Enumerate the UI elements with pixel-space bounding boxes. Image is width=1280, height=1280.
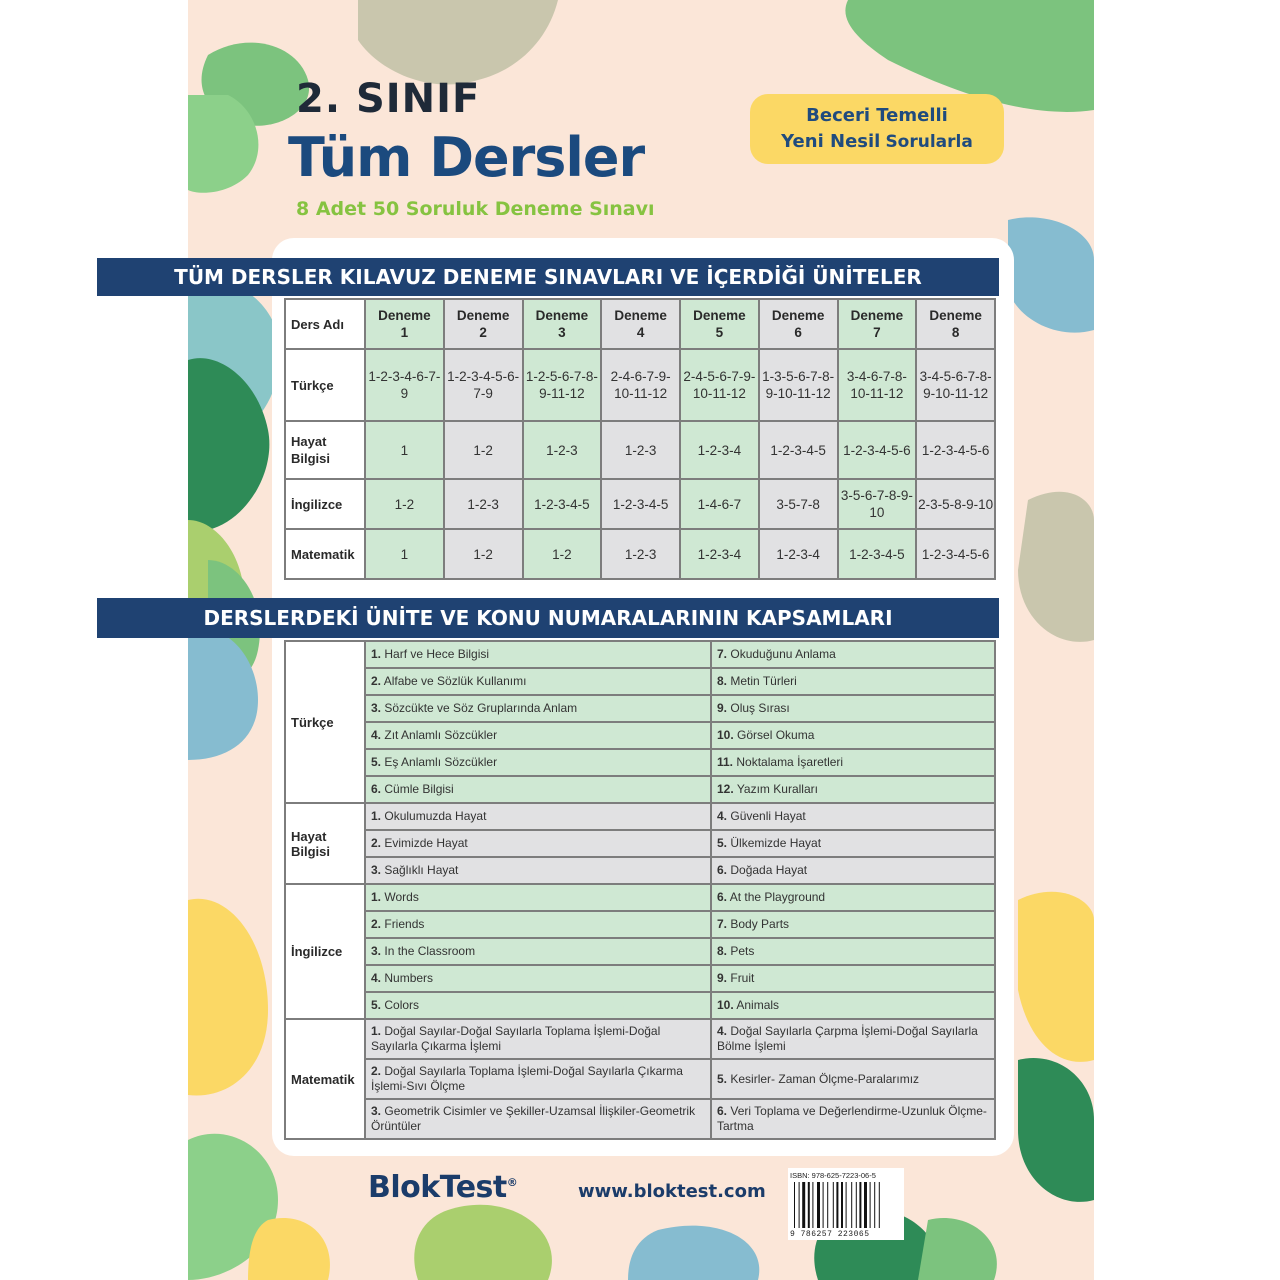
scope-topic-number: 7. xyxy=(717,917,728,931)
scope-topic-text: Sağlıklı Hayat xyxy=(384,863,459,877)
scope-row xyxy=(285,965,995,992)
scope-topic-text: Pets xyxy=(730,944,755,958)
scope-topic-text: Okulumuzda Hayat xyxy=(384,809,487,823)
scope-topic-text: Eş Anlamlı Sözcükler xyxy=(384,755,498,769)
scope-row xyxy=(285,749,995,776)
scope-topic xyxy=(711,722,995,749)
exam-column-label: Deneme xyxy=(456,308,510,323)
exam-column-number: 7 xyxy=(873,325,881,340)
scope-topic-text: Zıt Anlamlı Sözcükler xyxy=(384,728,498,742)
scope-topic-text: Güvenli Hayat xyxy=(730,809,806,823)
exam-cell: 1-2 xyxy=(365,479,444,529)
exam-row xyxy=(285,421,995,479)
scope-topic-text: Metin Türleri xyxy=(730,674,797,688)
scope-topic-text: Body Parts xyxy=(730,917,790,931)
scope-topic-number: 10. xyxy=(717,998,734,1012)
scope-row xyxy=(285,884,995,911)
scope-topic xyxy=(365,965,711,992)
scope-topic-number: 1. xyxy=(371,890,382,904)
exam-cell: 1 xyxy=(365,421,444,479)
scope-subject: Türkçe xyxy=(285,641,365,803)
book-title: Tüm Dersler xyxy=(288,126,645,189)
scope-topic xyxy=(365,749,711,776)
scope-topic xyxy=(711,1019,995,1059)
scope-topic xyxy=(711,911,995,938)
exam-row-subject: Türkçe xyxy=(285,349,365,421)
exam-column-header xyxy=(680,299,759,349)
scope-topic-number: 8. xyxy=(717,674,728,688)
exam-row-subject: İngilizce xyxy=(285,479,365,529)
exam-column-number: 5 xyxy=(715,325,724,340)
scope-topic-text: At the Playground xyxy=(729,890,826,904)
scope-topic-number: 4. xyxy=(717,1024,728,1038)
scope-topic-text: Kesirler- Zaman Ölçme-Paralarımız xyxy=(730,1071,920,1086)
scope-topic-text: Alfabe ve Sözlük Kullanımı xyxy=(383,674,527,688)
scope-topic-number: 2. xyxy=(371,836,382,850)
exam-cell: 2-4-5-6-7-9-10-11-12 xyxy=(680,349,759,421)
exam-row xyxy=(285,479,995,529)
scope-topic xyxy=(711,992,995,1019)
scope-row xyxy=(285,668,995,695)
exam-cell: 1-2 xyxy=(523,529,602,579)
exam-cell: 2-4-6-7-9-10-11-12 xyxy=(601,349,680,421)
exam-column-header xyxy=(601,299,680,349)
scope-table xyxy=(284,640,996,1140)
scope-table-title: DERSLERDEKİ ÜNİTE VE KONU NUMARALARININ KAPSAMLARI xyxy=(97,598,999,638)
scope-topic xyxy=(711,803,995,830)
scope-topic-text: Numbers xyxy=(384,971,434,985)
scope-topic-text: Noktalama İşaretleri xyxy=(736,755,844,769)
scope-topic xyxy=(711,857,995,884)
scope-topic xyxy=(711,776,995,803)
scope-topic-number: 4. xyxy=(371,971,382,985)
scope-topic-text: Harf ve Hece Bilgisi xyxy=(384,647,490,661)
scope-topic xyxy=(365,722,711,749)
scope-topic xyxy=(711,830,995,857)
scope-topic-number: 3. xyxy=(371,863,382,877)
scope-topic xyxy=(365,668,711,695)
exam-table xyxy=(284,298,996,580)
scope-topic-number: 12. xyxy=(717,782,734,796)
scope-topic-number: 6. xyxy=(717,1104,728,1118)
scope-topic-number: 6. xyxy=(717,863,728,877)
scope-topic xyxy=(711,695,995,722)
isbn-text: ISBN: 978-625-7223-06-5 xyxy=(790,1171,876,1180)
scope-row xyxy=(285,857,995,884)
scope-topic xyxy=(365,938,711,965)
exam-cell: 1-2-5-6-7-8-9-11-12 xyxy=(523,349,602,421)
scope-subject: İngilizce xyxy=(285,884,365,1019)
exam-cell: 1 xyxy=(365,529,444,579)
scope-row xyxy=(285,830,995,857)
scope-topic-text: Doğada Hayat xyxy=(730,863,808,877)
exam-cell: 1-2-3-4-5 xyxy=(838,529,917,579)
scope-topic-number: 7. xyxy=(717,647,728,661)
scope-topic-text: Colors xyxy=(384,998,420,1012)
scope-row xyxy=(285,803,995,830)
exam-cell: 2-3-5-8-9-10 xyxy=(916,479,995,529)
brand-registered-mark: ® xyxy=(506,1176,518,1189)
scope-topic xyxy=(711,1059,995,1099)
exam-cell: 1-2-3 xyxy=(601,421,680,479)
exam-cell: 1-2 xyxy=(444,421,523,479)
scope-topic-text: Oluş Sırası xyxy=(730,701,790,715)
scope-topic-number: 5. xyxy=(371,755,382,769)
scope-row xyxy=(285,1019,995,1059)
scope-subject: Matematik xyxy=(285,1019,365,1139)
exam-table-header-row xyxy=(285,299,995,349)
scope-topic-number: 2. xyxy=(371,1064,382,1078)
scope-topic-number: 6. xyxy=(371,782,382,796)
scope-topic-number: 1. xyxy=(371,1024,382,1038)
scope-topic-text: Yazım Kuralları xyxy=(736,782,818,796)
exam-column-number: 8 xyxy=(951,325,960,340)
barcode-icon xyxy=(792,1182,900,1230)
scope-topic-number: 8. xyxy=(717,944,728,958)
scope-topic-number: 4. xyxy=(371,728,382,742)
scope-topic-text: Veri Toplama ve Değerlendirme-Uzunluk Ölçme- Tartma xyxy=(717,1104,987,1133)
exam-cell: 1-2-3-4-5 xyxy=(601,479,680,529)
exam-cell: 1-2-3-4-5-6 xyxy=(916,421,995,479)
exam-row-subject: Matematik xyxy=(285,529,365,579)
scope-topic xyxy=(365,992,711,1019)
badge-line-2a: Yeni Nesil xyxy=(781,131,881,152)
book-subtitle: 8 Adet 50 Soruluk Deneme Sınavı xyxy=(296,198,655,220)
scope-topic-text: Görsel Okuma xyxy=(737,728,815,742)
exam-column-label: Deneme xyxy=(850,308,904,323)
scope-topic-number: 3. xyxy=(371,944,382,958)
scope-topic-text: Okuduğunu Anlama xyxy=(730,647,836,661)
exam-cell: 1-2-3-4-5 xyxy=(523,479,602,529)
scope-row xyxy=(285,722,995,749)
scope-topic-text: Cümle Bilgisi xyxy=(384,782,454,796)
scope-topic xyxy=(365,857,711,884)
website-link[interactable]: www.bloktest.com xyxy=(578,1181,766,1202)
badge-line-2 xyxy=(781,129,973,155)
scope-subject: Hayat Bilgisi xyxy=(285,803,365,884)
badge-line-1: Beceri Temelli xyxy=(806,105,948,126)
scope-row xyxy=(285,938,995,965)
exam-row xyxy=(285,349,995,421)
exam-column-label: Deneme xyxy=(693,308,746,323)
scope-topic-number: 3. xyxy=(371,701,382,715)
scope-row xyxy=(285,641,995,668)
scope-row xyxy=(285,695,995,722)
exam-cell: 1-2-3-4-5-6 xyxy=(838,421,917,479)
exam-column-label: Deneme xyxy=(929,308,982,323)
corner-label: Ders Adı xyxy=(285,299,365,349)
scope-row xyxy=(285,1059,995,1099)
exam-cell: 1-2-3 xyxy=(444,479,523,529)
isbn-barcode xyxy=(788,1168,904,1240)
exam-cell: 1-2-3-4 xyxy=(680,529,759,579)
scope-topic-text: Sözcükte ve Söz Gruplarında Anlam xyxy=(384,701,578,715)
exam-cell: 1-3-5-6-7-8-9-10-11-12 xyxy=(759,349,838,421)
scope-topic-text: Fruit xyxy=(730,971,755,985)
exam-column-number: 6 xyxy=(794,325,802,340)
scope-topic-number: 9. xyxy=(717,701,728,715)
scope-topic-number: 5. xyxy=(717,1071,728,1086)
scope-topic-number: 5. xyxy=(371,998,382,1012)
exam-column-header xyxy=(759,299,838,349)
scope-topic-number: 2. xyxy=(371,917,382,931)
scope-topic-text: Doğal Sayılarla Çarpma İşlemi-Doğal Sayılarla Bölme İşlemi xyxy=(717,1024,978,1053)
scope-topic xyxy=(711,749,995,776)
scope-topic xyxy=(365,884,711,911)
scope-topic xyxy=(711,965,995,992)
scope-topic xyxy=(365,803,711,830)
exam-row-subject: Hayat Bilgisi xyxy=(285,421,365,479)
scope-topic xyxy=(711,938,995,965)
scope-topic-text: Friends xyxy=(384,917,425,931)
scope-topic-text: Animals xyxy=(736,998,780,1012)
grade-label: 2. SINIF xyxy=(296,76,481,122)
scope-topic xyxy=(365,776,711,803)
exam-cell: 1-4-6-7 xyxy=(680,479,759,529)
barcode-number: 9 786257 223065 xyxy=(790,1230,870,1239)
scope-topic-number: 3. xyxy=(371,1104,382,1118)
exam-cell: 1-2-3-4-6-7-9 xyxy=(365,349,444,421)
exam-column-label: Deneme xyxy=(771,308,825,323)
exam-column-header xyxy=(916,299,995,349)
exam-column-header xyxy=(444,299,523,349)
scope-topic-text: Words xyxy=(384,890,419,904)
scope-topic-text: Doğal Sayılarla Toplama İşlemi-Doğal Sayılarla Çıkarma İşlemi-Sıvı Ölçme xyxy=(371,1064,683,1093)
scope-topic xyxy=(711,668,995,695)
scope-row xyxy=(285,911,995,938)
exam-column-number: 2 xyxy=(479,325,487,340)
scope-topic xyxy=(365,695,711,722)
exam-cell: 3-4-5-6-7-8-9-10-11-12 xyxy=(916,349,995,421)
exam-cell: 1-2-3-4-5-6 xyxy=(916,529,995,579)
exam-column-label: Deneme xyxy=(535,308,589,323)
exam-cell: 1-2-3-4 xyxy=(759,529,838,579)
scope-topic xyxy=(711,641,995,668)
exam-column-header xyxy=(365,299,444,349)
scope-topic-number: 9. xyxy=(717,971,728,985)
scope-topic-text: Evimizde Hayat xyxy=(384,836,468,850)
exam-cell: 1-2-3-4-5-6-7-9 xyxy=(444,349,523,421)
brand-name: BlokTest xyxy=(368,1170,507,1205)
scope-topic-number: 10. xyxy=(717,728,734,742)
scope-topic-number: 2. xyxy=(371,674,382,688)
exam-cell: 1-2-3-4-5 xyxy=(759,421,838,479)
scope-topic xyxy=(365,830,711,857)
exam-cell: 1-2-3 xyxy=(601,529,680,579)
scope-topic xyxy=(711,884,995,911)
exam-column-header xyxy=(838,299,917,349)
scope-topic-number: 5. xyxy=(717,836,728,850)
exam-column-label: Deneme xyxy=(614,308,667,323)
exam-cell: 1-2-3 xyxy=(523,421,602,479)
exam-table-title: TÜM DERSLER KILAVUZ DENEME SINAVLARI VE İÇERDİĞİ ÜNİTELER xyxy=(97,258,999,296)
badge-line-2b: Sorularla xyxy=(885,132,973,152)
scope-topic-text: In the Classroom xyxy=(384,944,476,958)
scope-topic-number: 1. xyxy=(371,647,382,661)
scope-topic xyxy=(365,1099,711,1139)
exam-cell: 3-5-7-8 xyxy=(759,479,838,529)
scope-topic xyxy=(365,1059,711,1099)
exam-cell: 3-4-6-7-8-10-11-12 xyxy=(838,349,917,421)
scope-topic xyxy=(711,1099,995,1139)
scope-topic-number: 1. xyxy=(371,809,382,823)
scope-topic xyxy=(365,641,711,668)
exam-column-header xyxy=(523,299,602,349)
scope-topic xyxy=(365,911,711,938)
skill-badge xyxy=(750,94,1004,164)
scope-topic-text: Geometrik Cisimler ve Şekiller-Uzamsal İlişkiler-Geometrik Örüntüler xyxy=(371,1104,696,1133)
exam-column-number: 4 xyxy=(636,325,645,340)
exam-cell: 3-5-6-7-8-9-10 xyxy=(838,479,917,529)
scope-row xyxy=(285,776,995,803)
scope-row xyxy=(285,992,995,1019)
scope-topic xyxy=(365,1019,711,1059)
scope-topic-text: Doğal Sayılar-Doğal Sayılarla Toplama İşlemi-Doğal Sayılarla Çıkarma İşlemi xyxy=(371,1024,661,1053)
scope-topic-number: 6. xyxy=(717,890,728,904)
scope-topic-number: 4. xyxy=(717,809,728,823)
brand-logo xyxy=(368,1170,517,1205)
scope-topic-text: Ülkemizde Hayat xyxy=(730,836,822,850)
exam-column-number: 3 xyxy=(558,325,566,340)
exam-row xyxy=(285,529,995,579)
exam-cell: 1-2-3-4 xyxy=(680,421,759,479)
exam-column-label: Deneme xyxy=(378,308,431,323)
scope-topic-number: 11. xyxy=(717,755,734,769)
exam-cell: 1-2 xyxy=(444,529,523,579)
exam-column-number: 1 xyxy=(400,325,409,340)
scope-row xyxy=(285,1099,995,1139)
